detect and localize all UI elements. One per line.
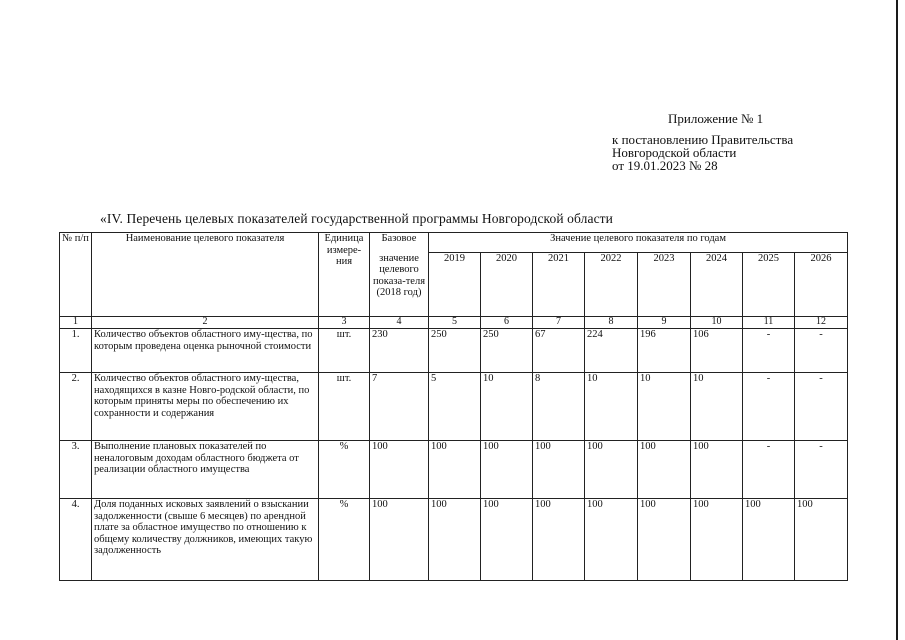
year-value: 224 xyxy=(585,329,638,373)
year-value: 100 xyxy=(481,441,533,499)
header-year: 2020 xyxy=(481,253,533,317)
row-number: 1. xyxy=(60,329,92,373)
column-number: 5 xyxy=(429,317,481,329)
indicator-name: Количество объектов областного иму-щества, находящихся в казне Новго-родской области, по которым приняты меры по обеспечению их сохранности и содержания xyxy=(92,373,319,441)
table-row xyxy=(60,441,848,499)
year-value: 250 xyxy=(481,329,533,373)
indicator-name: Доля поданных исковых заявлений о взыскании задолженности (свыше 6 месяцев) по арендной плате за областное имущество по отношению к общему количеству должников, имеющих такую задолженность xyxy=(92,499,319,581)
base-value: 7 xyxy=(370,373,429,441)
row-number: 2. xyxy=(60,373,92,441)
table-row xyxy=(60,499,848,581)
header-year: 2025 xyxy=(743,253,795,317)
page-edge-line xyxy=(896,0,898,640)
table-row xyxy=(60,329,848,373)
year-value: 100 xyxy=(743,499,795,581)
year-value: 100 xyxy=(481,499,533,581)
year-value: 5 xyxy=(429,373,481,441)
year-value: 67 xyxy=(533,329,585,373)
header-base-top: Базовое xyxy=(370,233,429,253)
year-value: - xyxy=(743,329,795,373)
year-value: 100 xyxy=(795,499,848,581)
year-value: 8 xyxy=(533,373,585,441)
year-value: 106 xyxy=(691,329,743,373)
header-year: 2022 xyxy=(585,253,638,317)
appendix-line-1: к постановлению Правительства xyxy=(612,132,794,147)
header-year: 2026 xyxy=(795,253,848,317)
table-row xyxy=(60,373,848,441)
indicator-unit: шт. xyxy=(319,373,370,441)
year-value: 196 xyxy=(638,329,691,373)
indicator-name: Количество объектов областного иму-щества, по которым проведена оценка рыночной стоимости xyxy=(92,329,319,373)
column-number: 1 xyxy=(60,317,92,329)
header-year: 2023 xyxy=(638,253,691,317)
year-value: 10 xyxy=(691,373,743,441)
year-value: 10 xyxy=(638,373,691,441)
column-number: 2 xyxy=(92,317,319,329)
header-name: Наименование целевого показателя xyxy=(92,233,319,317)
appendix-block xyxy=(612,112,793,172)
header-unit: Единица измере-ния xyxy=(319,233,370,317)
year-value: 100 xyxy=(429,499,481,581)
indicator-unit: % xyxy=(319,441,370,499)
year-value: 100 xyxy=(691,499,743,581)
column-number: 7 xyxy=(533,317,585,329)
year-value: 100 xyxy=(429,441,481,499)
indicators-table xyxy=(59,232,848,581)
column-number: 11 xyxy=(743,317,795,329)
row-number: 3. xyxy=(60,441,92,499)
year-value: - xyxy=(795,373,848,441)
year-value: 100 xyxy=(638,441,691,499)
appendix-line-2: Новгородской области xyxy=(612,145,737,160)
indicator-name: Выполнение плановых показателей по неналоговым доходам областного бюджета от реализации областного имущества xyxy=(92,441,319,499)
column-number: 4 xyxy=(370,317,429,329)
year-value: 100 xyxy=(585,441,638,499)
header-year: 2019 xyxy=(429,253,481,317)
indicator-unit: шт. xyxy=(319,329,370,373)
column-number: 8 xyxy=(585,317,638,329)
year-value: 100 xyxy=(533,441,585,499)
year-value: - xyxy=(743,373,795,441)
column-number: 3 xyxy=(319,317,370,329)
year-value: 100 xyxy=(533,499,585,581)
column-number: 10 xyxy=(691,317,743,329)
header-year: 2024 xyxy=(691,253,743,317)
header-year: 2021 xyxy=(533,253,585,317)
year-value: - xyxy=(743,441,795,499)
header-base: значение целевого показа-теля (2018 год) xyxy=(370,253,429,317)
column-number: 6 xyxy=(481,317,533,329)
year-value: 10 xyxy=(585,373,638,441)
appendix-title: Приложение № 1 xyxy=(668,111,764,126)
year-value: 100 xyxy=(691,441,743,499)
base-value: 100 xyxy=(370,441,429,499)
header-num: № п/п xyxy=(60,233,92,317)
year-value: 10 xyxy=(481,373,533,441)
column-number: 9 xyxy=(638,317,691,329)
appendix-line-3: от 19.01.2023 № 28 xyxy=(612,158,718,173)
row-number: 4. xyxy=(60,499,92,581)
year-value: 250 xyxy=(429,329,481,373)
column-number: 12 xyxy=(795,317,848,329)
year-value: - xyxy=(795,441,848,499)
base-value: 230 xyxy=(370,329,429,373)
section-heading: «IV. Перечень целевых показателей государственной программы Новгородской области xyxy=(100,211,613,226)
base-value: 100 xyxy=(370,499,429,581)
year-value: 100 xyxy=(638,499,691,581)
indicator-unit: % xyxy=(319,499,370,581)
header-years-title: Значение целевого показателя по годам xyxy=(429,233,848,253)
year-value: - xyxy=(795,329,848,373)
year-value: 100 xyxy=(585,499,638,581)
